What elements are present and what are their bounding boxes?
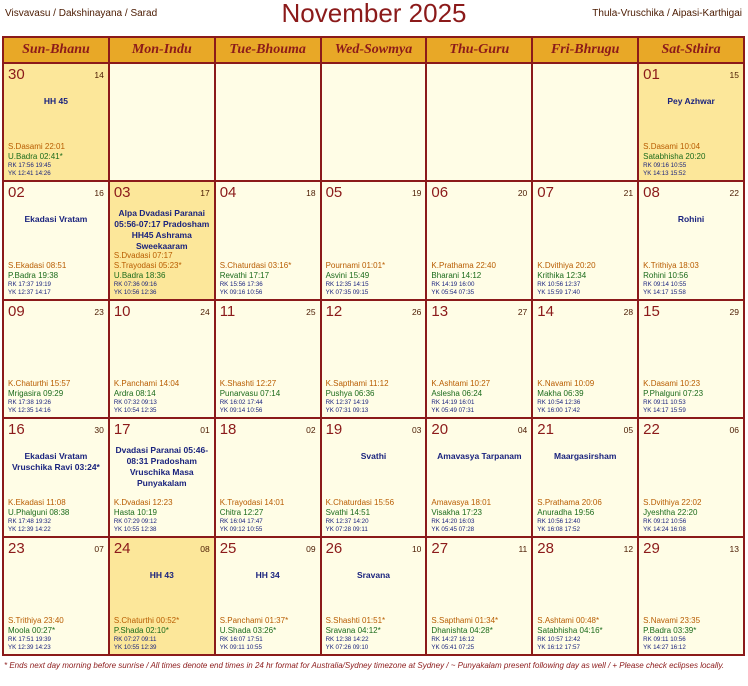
panchang-info: [220, 616, 318, 652]
tithi-text-2: S.Trayodasi 05:23*: [113, 260, 182, 270]
day-cell[interactable]: [639, 301, 743, 417]
nakshatra-text: Svathi 14:51: [325, 507, 371, 517]
day-number: 09: [8, 302, 25, 320]
yama-kandam-text: YK 05:49 07:31: [431, 407, 475, 415]
day-number: 16: [8, 421, 25, 439]
day-number: 15: [643, 302, 660, 320]
yama-kandam-text: YK 07:26 09:10: [325, 644, 369, 651]
tithi-text: K.Dasami 10:23: [643, 379, 701, 389]
nakshatra-text: Ardra 08:14: [113, 389, 156, 399]
panchang-info: [220, 379, 318, 415]
day-cell[interactable]: [322, 419, 426, 535]
event-text: HH 45: [43, 96, 68, 106]
yama-kandam-text: YK 12:35 14:16: [8, 407, 51, 415]
tithi-text: S.Panchami 01:37*: [219, 616, 289, 625]
tamil-day-number: 25: [306, 306, 316, 317]
tithi-text: S.Ekadasi 08:51: [8, 260, 67, 270]
tamil-day-number: 08: [200, 543, 210, 554]
tithi-text: S.Ashtami 00:48*: [537, 616, 600, 625]
yama-kandam-text: YK 16:00 17:42: [537, 407, 580, 415]
tithi-text: K.Trithiya 18:03: [643, 260, 699, 270]
tithi-text: K.Navami 10:09: [537, 379, 595, 389]
yama-kandam-text: YK 05:41 07:25: [431, 644, 475, 651]
day-number: 19: [325, 421, 343, 439]
tithi-text: S.Dasami 22:01: [8, 142, 65, 152]
yama-kandam-text: YK 10:55 12:38: [113, 525, 157, 533]
event-text: HH 43: [149, 569, 174, 580]
tamil-day-number: 19: [411, 188, 422, 199]
day-number: 29: [643, 539, 660, 557]
nakshatra-text: Anuradha 19:56: [537, 507, 595, 517]
day-cell[interactable]: [4, 301, 108, 417]
day-cell[interactable]: [110, 419, 214, 535]
tamil-day-number: 21: [623, 188, 634, 199]
tithi-text: S.Chaturthi 00:52*: [113, 616, 180, 625]
day-cell[interactable]: [639, 419, 743, 535]
panchang-info: [326, 261, 424, 297]
day-cell[interactable]: [427, 182, 531, 298]
day-number: 13: [431, 302, 449, 320]
nakshatra-text: Pushya 06:36: [325, 389, 375, 399]
tamil-month-info: Thula-Vruschika / Aipasi-Karthigai: [592, 8, 742, 19]
yama-kandam-text: YK 09:16 10:56: [219, 288, 263, 296]
yama-kandam-text: YK 14:17 15:59: [643, 407, 686, 415]
panchang-info: [8, 498, 106, 534]
rahu-kalam-text: RK 09:16 10:55: [643, 162, 687, 170]
panchang-info: [114, 616, 212, 652]
nakshatra-text: P.Phalguni 07:23: [643, 389, 704, 399]
empty-day-cell: [216, 64, 320, 180]
panchang-info: [643, 142, 741, 178]
yama-kandam-text: YK 10:54 12:35: [113, 407, 157, 415]
nakshatra-text: Krithika 12:34: [537, 270, 587, 280]
tamil-day-number: 01: [200, 425, 210, 436]
weekday-saturday: Sat-Sthira: [639, 38, 743, 62]
nakshatra-text: U.Badra 18:36: [113, 270, 166, 280]
day-cell[interactable]: [110, 182, 214, 298]
tithi-text: S.Chaturdasi 03:16*: [219, 260, 292, 270]
nakshatra-text: Jyeshtha 22:20: [643, 507, 698, 517]
day-number: 06: [431, 184, 449, 202]
day-number: 11: [219, 302, 236, 320]
day-number: 21: [537, 421, 554, 439]
yama-kandam-text: YK 05:54 07:35: [431, 288, 475, 296]
yama-kandam-text: YK 07:31 09:13: [325, 407, 369, 415]
event-text: Sravana: [356, 569, 391, 580]
rahu-kalam-text: RK 07:29 09:12: [113, 517, 157, 525]
nakshatra-text: Satabhisha 20:20: [643, 152, 706, 162]
day-cell[interactable]: [427, 301, 531, 417]
nakshatra-text: U.Shada 03:26*: [219, 626, 277, 635]
rahu-kalam-text: RK 10:57 12:42: [537, 636, 581, 643]
yama-kandam-text: YK 07:35 09:15: [325, 288, 369, 296]
yama-kandam-text: YK 16:08 17:52: [537, 525, 580, 533]
panchang-info: [220, 261, 318, 297]
rahu-kalam-text: RK 07:27 09:11: [113, 636, 157, 643]
yama-kandam-text: YK 14:24 16:08: [643, 525, 686, 533]
day-cell[interactable]: [639, 182, 743, 298]
tithi-text: K.Ashtami 10:27: [431, 379, 491, 389]
day-number: 07: [537, 184, 554, 202]
rahu-kalam-text: RK 07:32 09:13: [113, 399, 157, 407]
nakshatra-text: P.Shada 02:10*: [113, 626, 169, 635]
day-cell[interactable]: [110, 538, 214, 654]
tamil-day-number: 26: [411, 306, 422, 317]
tithi-text: K.Chaturdasi 15:56: [325, 497, 395, 507]
tithi-text: K.Sapthami 11:12: [325, 379, 389, 389]
day-number: 30: [8, 66, 25, 83]
tamil-day-number: 12: [623, 543, 634, 554]
day-number: 26: [325, 539, 343, 557]
nakshatra-text: U.Phalguni 08:38: [8, 507, 70, 517]
calendar-grid: [2, 36, 745, 656]
yama-kandam-text: YK 09:12 10:55: [219, 525, 263, 533]
tithi-text: K.Ekadasi 11:08: [8, 497, 66, 507]
nakshatra-text: Hasta 10:19: [113, 507, 157, 517]
yama-kandam-text: YK 15:59 17:40: [537, 288, 580, 296]
tamil-day-number: 09: [306, 543, 316, 554]
nakshatra-text: Moola 00:27*: [8, 626, 56, 635]
panchang-info: [431, 498, 529, 534]
day-number: 25: [219, 539, 237, 557]
event-text: Alpa Dvadasi Paranai 05:56-07:17 Pradosham HH45 Ashrama Sweekaaram: [114, 208, 210, 252]
weekday-thursday: Thu-Guru: [427, 38, 531, 62]
empty-day-cell: [322, 64, 426, 180]
rahu-kalam-text: RK 12:37 14:19: [325, 399, 369, 407]
tithi-text: Pournami 01:01*: [325, 260, 386, 270]
tithi-text: K.Dvadasi 12:23: [113, 497, 173, 507]
day-number: 04: [219, 184, 237, 202]
day-cell[interactable]: [4, 538, 108, 654]
yama-kandam-text: YK 14:27 16:12: [643, 644, 686, 651]
tamil-day-number: 10: [411, 543, 422, 554]
day-cell[interactable]: [322, 182, 426, 298]
tithi-text: S.Prathama 20:06: [537, 497, 602, 507]
yama-kandam-text: YK 14:17 15:58: [643, 288, 686, 296]
nakshatra-text: Satabhisha 04:16*: [537, 626, 603, 635]
day-cell[interactable]: [216, 538, 320, 654]
tamil-day-number: 13: [729, 543, 739, 554]
rahu-kalam-text: RK 09:14 10:55: [643, 280, 687, 288]
panchang-info: [431, 261, 529, 297]
tamil-day-number: 20: [517, 188, 528, 199]
day-cell[interactable]: [533, 538, 637, 654]
panchang-info: [537, 261, 635, 297]
rahu-kalam-text: RK 16:07 17:51: [219, 636, 263, 643]
nakshatra-text: Sravana 04:12*: [325, 626, 381, 635]
nakshatra-text: Revathi 17:17: [219, 270, 270, 280]
day-cell[interactable]: [4, 182, 108, 298]
event-text: HH 34: [255, 569, 280, 580]
panchang-info: [8, 142, 106, 178]
panchang-info: [326, 616, 424, 652]
tamil-day-number: 15: [729, 70, 739, 80]
tamil-day-number: 02: [306, 425, 316, 436]
tamil-day-number: 29: [729, 306, 739, 317]
tamil-day-number: 28: [623, 306, 634, 317]
event-text: Pey Azhwar: [667, 96, 715, 106]
rahu-kalam-text: RK 12:38 14:22: [325, 636, 369, 643]
rahu-kalam-text: RK 17:38 19:26: [8, 399, 52, 407]
day-number: 20: [431, 421, 449, 439]
rahu-kalam-text: RK 10:56 12:37: [537, 280, 581, 288]
tithi-text: K.Chaturthi 15:57: [8, 379, 71, 389]
day-cell[interactable]: [4, 419, 108, 535]
tithi-text: Amavasya 18:01: [431, 497, 492, 507]
yama-kandam-text: YK 12:37 14:17: [8, 288, 51, 296]
tithi-text: K.Dvithiya 20:20: [537, 260, 596, 270]
panchang-info: [537, 379, 635, 415]
tithi-text: S.Navami 23:35: [643, 616, 701, 625]
rahu-kalam-text: RK 17:56 19:45: [8, 162, 52, 170]
panchang-info: [643, 261, 741, 297]
rahu-kalam-text: RK 09:11 10:53: [643, 399, 686, 407]
tamil-day-number: 04: [517, 425, 528, 436]
day-number: 22: [643, 421, 660, 439]
nakshatra-text: Bharani 14:12: [431, 270, 482, 280]
tamil-day-number: 22: [729, 188, 739, 199]
panchang-info: [431, 616, 529, 652]
tithi-text: S.Shashti 01:51*: [325, 616, 386, 625]
event-text: Maargasirsham: [554, 451, 617, 462]
rahu-kalam-text: RK 07:36 09:16: [113, 280, 157, 288]
nakshatra-text: Mrigasira 09:29: [8, 389, 64, 399]
day-cell[interactable]: [110, 301, 214, 417]
rahu-kalam-text: RK 14:20 16:03: [431, 517, 475, 525]
day-cells: [4, 64, 743, 654]
footnote: * Ends next day morning before sunrise / All times denote end times in 24 hr format for Australia/Sydney timezone at Sydney / ~ Punyakalam present following day as well / + Please check eclipses locally.: [4, 661, 725, 670]
rahu-kalam-text: RK 17:37 19:19: [8, 280, 52, 288]
panchang-info: [8, 616, 106, 652]
tamil-day-number: 30: [94, 425, 104, 436]
day-number: 02: [8, 184, 25, 202]
day-cell[interactable]: [533, 301, 637, 417]
month-title: November 2025: [281, 0, 467, 28]
day-number: 03: [113, 184, 131, 202]
day-cell[interactable]: [4, 64, 108, 180]
day-number: 10: [113, 302, 131, 320]
day-number: 18: [219, 421, 237, 439]
weekday-tuesday: Tue-Bhouma: [216, 38, 320, 62]
day-number: 28: [537, 539, 554, 557]
nakshatra-text: Aslesha 06:24: [431, 389, 483, 399]
day-cell[interactable]: [322, 538, 426, 654]
tamil-day-number: 06: [729, 425, 739, 436]
weekday-header-row: [4, 38, 743, 62]
panchang-info: [8, 379, 106, 415]
nakshatra-text: Dhanishta 04:28*: [431, 626, 493, 635]
yama-kandam-text: YK 10:55 12:39: [113, 644, 157, 651]
tithi-text: S.Sapthami 01:34*: [431, 616, 499, 625]
tithi-text: K.Shashti 12:27: [219, 379, 277, 389]
rahu-kalam-text: RK 16:04 17:47: [219, 517, 263, 525]
tithi-text: S.Dasami 10:04: [643, 142, 701, 152]
nakshatra-text: Chitra 12:27: [219, 507, 264, 517]
day-number: 24: [113, 539, 131, 557]
empty-day-cell: [427, 64, 531, 180]
tithi-text: K.Prathama 22:40: [431, 260, 496, 270]
nakshatra-text: Rohini 10:56: [643, 270, 689, 280]
empty-day-cell: [533, 64, 637, 180]
day-number: 01: [643, 66, 660, 83]
panchang-info: [537, 616, 635, 652]
yama-kandam-text: YK 10:56 12:36: [113, 288, 157, 296]
day-cell[interactable]: [322, 301, 426, 417]
event-text: Ekadasi Vratam: [24, 214, 88, 225]
day-number: 14: [537, 302, 554, 320]
panchang-info: [220, 498, 318, 534]
panchang-info: [643, 379, 741, 415]
nakshatra-text: U.Badra 02:41*: [8, 152, 63, 162]
day-cell[interactable]: [216, 182, 320, 298]
panchang-info: [537, 498, 635, 534]
tamil-day-number: 27: [517, 306, 528, 317]
yama-kandam-text: YK 12:39 14:23: [8, 644, 51, 651]
nakshatra-text: Asvini 15:49: [325, 270, 370, 280]
nakshatra-text: P.Badra 19:38: [8, 270, 59, 280]
tamil-day-number: 05: [623, 425, 634, 436]
panchang-info: [326, 498, 424, 534]
day-cell[interactable]: [427, 419, 531, 535]
tamil-day-number: 14: [94, 70, 104, 80]
weekday-wednesday: Wed-Sowmya: [322, 38, 426, 62]
panchang-info: [643, 498, 741, 534]
rahu-kalam-text: RK 10:54 12:36: [537, 399, 581, 407]
tithi-text: K.Trayodasi 14:01: [219, 497, 285, 507]
nakshatra-text: Punarvasu 07:14: [219, 389, 281, 399]
tithi-text: S.Dvadasi 07:17: [113, 250, 173, 260]
weekday-friday: Fri-Bhrugu: [533, 38, 637, 62]
panchang-info: [114, 379, 212, 415]
panchang-info: [326, 379, 424, 415]
day-cell[interactable]: [639, 538, 743, 654]
tamil-day-number: 18: [306, 188, 316, 199]
tamil-day-number: 03: [411, 425, 422, 436]
rahu-kalam-text: RK 16:02 17:44: [219, 399, 263, 407]
rahu-kalam-text: RK 14:27 16:12: [431, 636, 475, 643]
yama-kandam-text: YK 16:12 17:57: [537, 644, 580, 651]
day-cell[interactable]: [427, 538, 531, 654]
rahu-kalam-text: RK 14:19 16:01: [431, 399, 475, 407]
day-cell[interactable]: [216, 301, 320, 417]
rahu-kalam-text: RK 09:11 10:56: [643, 636, 686, 643]
yama-kandam-text: YK 14:13 15:52: [643, 170, 686, 178]
panchang-info: [431, 379, 529, 415]
rahu-kalam-text: RK 17:51 19:39: [8, 636, 52, 643]
empty-day-cell: [110, 64, 214, 180]
day-number: 17: [113, 421, 131, 439]
yama-kandam-text: YK 09:14 10:56: [219, 407, 263, 415]
rahu-kalam-text: RK 12:37 14:20: [325, 517, 369, 525]
rahu-kalam-text: RK 10:56 12:40: [537, 517, 581, 525]
tamil-day-number: 24: [200, 306, 210, 317]
calendar-header: [0, 0, 748, 36]
event-text: Ekadasi Vratam Vruschika Ravi 03:24*: [11, 451, 100, 473]
panchang-info: [114, 251, 212, 297]
tamil-day-number: 23: [94, 306, 104, 317]
year-info: Visvavasu / Dakshinayana / Sarad: [5, 8, 158, 19]
rahu-kalam-text: RK 12:35 14:15: [325, 280, 369, 288]
tithi-text: S.Trithiya 23:40: [8, 616, 64, 625]
rahu-kalam-text: RK 09:12 10:56: [643, 517, 687, 525]
day-cell[interactable]: [533, 182, 637, 298]
weekday-sunday: Sun-Bhanu: [4, 38, 108, 62]
event-text: Rohini: [677, 214, 705, 225]
tamil-day-number: 11: [518, 543, 528, 554]
tithi-text: K.Panchami 14:04: [113, 379, 180, 389]
day-number: 27: [431, 539, 449, 557]
day-cell[interactable]: [533, 419, 637, 535]
event-text: Dvadasi Paranai 05:46-08:31 Pradosham Vruschika Masa Punyakalam: [115, 445, 209, 489]
tamil-day-number: 16: [94, 188, 104, 199]
day-cell[interactable]: [216, 419, 320, 535]
panchang-info: [8, 261, 106, 297]
tamil-day-number: 07: [94, 543, 104, 554]
yama-kandam-text: YK 09:11 10:55: [219, 644, 262, 651]
nakshatra-text: P.Badra 03:39*: [643, 626, 697, 635]
rahu-kalam-text: RK 17:48 19:32: [8, 517, 52, 525]
yama-kandam-text: YK 07:28 09:11: [325, 525, 368, 533]
yama-kandam-text: YK 12:41 14:26: [8, 170, 51, 178]
day-cell[interactable]: [639, 64, 743, 180]
nakshatra-text: Makha 06:39: [537, 389, 584, 399]
rahu-kalam-text: RK 14:19 16:00: [431, 280, 475, 288]
day-number: 23: [8, 539, 25, 557]
day-number: 08: [643, 184, 660, 202]
panchang-info: [643, 616, 741, 652]
event-text: Svathi: [360, 451, 387, 462]
panchang-info: [114, 498, 212, 534]
event-text: Amavasya Tarpanam: [437, 451, 522, 462]
yama-kandam-text: YK 12:39 14:22: [8, 525, 51, 533]
tamil-day-number: 17: [200, 188, 210, 199]
tithi-text: S.Dvithiya 22:02: [643, 497, 702, 507]
rahu-kalam-text: RK 15:56 17:36: [219, 280, 263, 288]
nakshatra-text: Visakha 17:23: [431, 507, 482, 517]
weekday-monday: Mon-Indu: [110, 38, 214, 62]
day-number: 05: [325, 184, 343, 202]
day-number: 12: [325, 302, 343, 320]
yama-kandam-text: YK 05:45 07:28: [431, 525, 475, 533]
